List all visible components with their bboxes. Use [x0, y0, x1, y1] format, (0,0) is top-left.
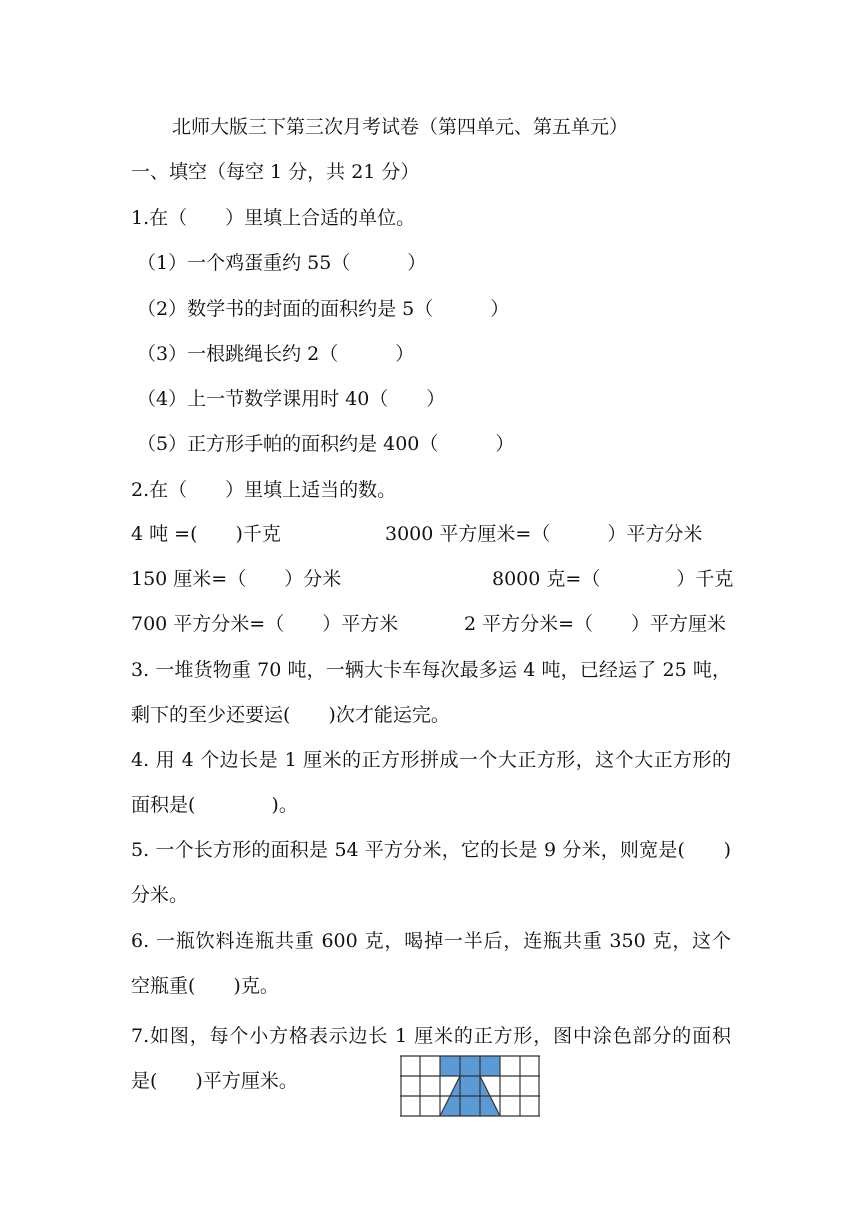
question-3-line: 剩下的至少还要运( )次才能运完。 [131, 704, 450, 726]
question-2-right: 8000 克=（ ）千克 [492, 568, 734, 590]
section-heading: 一、填空（每空 1 分，共 21 分） [131, 161, 420, 183]
shaded-region [440, 1056, 500, 1116]
question-2-right: 2 平方分米=（ ）平方厘米 [464, 613, 727, 635]
question-2-right: 3000 平方厘米=（ ）平方分米 [385, 523, 703, 545]
question-1-item: （5）正方形手帕的面积约是 400（ ） [137, 433, 515, 455]
question-4-line: 4. 用 4 个边长是 1 厘米的正方形拼成一个大正方形，这个大正方形的 [131, 749, 731, 771]
grid-figure [400, 1055, 542, 1119]
question-7-line: 7.如图，每个小方格表示边长 1 厘米的正方形，图中涂色部分的面积 [131, 1025, 731, 1047]
exam-title: 北师大版三下第三次月考试卷（第四单元、第五单元） [172, 116, 629, 138]
question-2-stem: 2.在（ ）里填上适当的数。 [131, 479, 397, 501]
question-5-line: 5. 一个长方形的面积是 54 平方分米，它的长是 9 分米，则宽是( ) [131, 839, 731, 861]
question-2-left: 4 吨 =( )千克 [131, 523, 281, 545]
question-3-line: 3. 一堆货物重 70 吨，一辆大卡车每次最多运 4 吨，已经运了 25 吨， [131, 659, 731, 681]
question-6-line: 6. 一瓶饮料连瓶共重 600 克，喝掉一半后，连瓶共重 350 克，这个 [131, 930, 731, 952]
question-5-line: 分米。 [131, 884, 189, 906]
question-1-item: （2）数学书的封面的面积约是 5（ ） [137, 298, 510, 320]
question-1-item: （4）上一节数学课用时 40（ ） [137, 388, 446, 410]
question-6-line: 空瓶重( )克。 [131, 975, 279, 997]
question-1-stem: 1.在（ ）里填上合适的单位。 [131, 207, 416, 229]
question-4-line: 面积是( )。 [131, 794, 298, 816]
question-1-item: （3）一根跳绳长约 2（ ） [137, 343, 415, 365]
question-2-left: 700 平方分米=（ ）平方米 [131, 613, 399, 635]
question-2-left: 150 厘米=（ ）分米 [131, 568, 342, 590]
question-7-line: 是( )平方厘米。 [131, 1070, 298, 1092]
question-1-item: （1）一个鸡蛋重约 55（ ） [137, 252, 427, 274]
